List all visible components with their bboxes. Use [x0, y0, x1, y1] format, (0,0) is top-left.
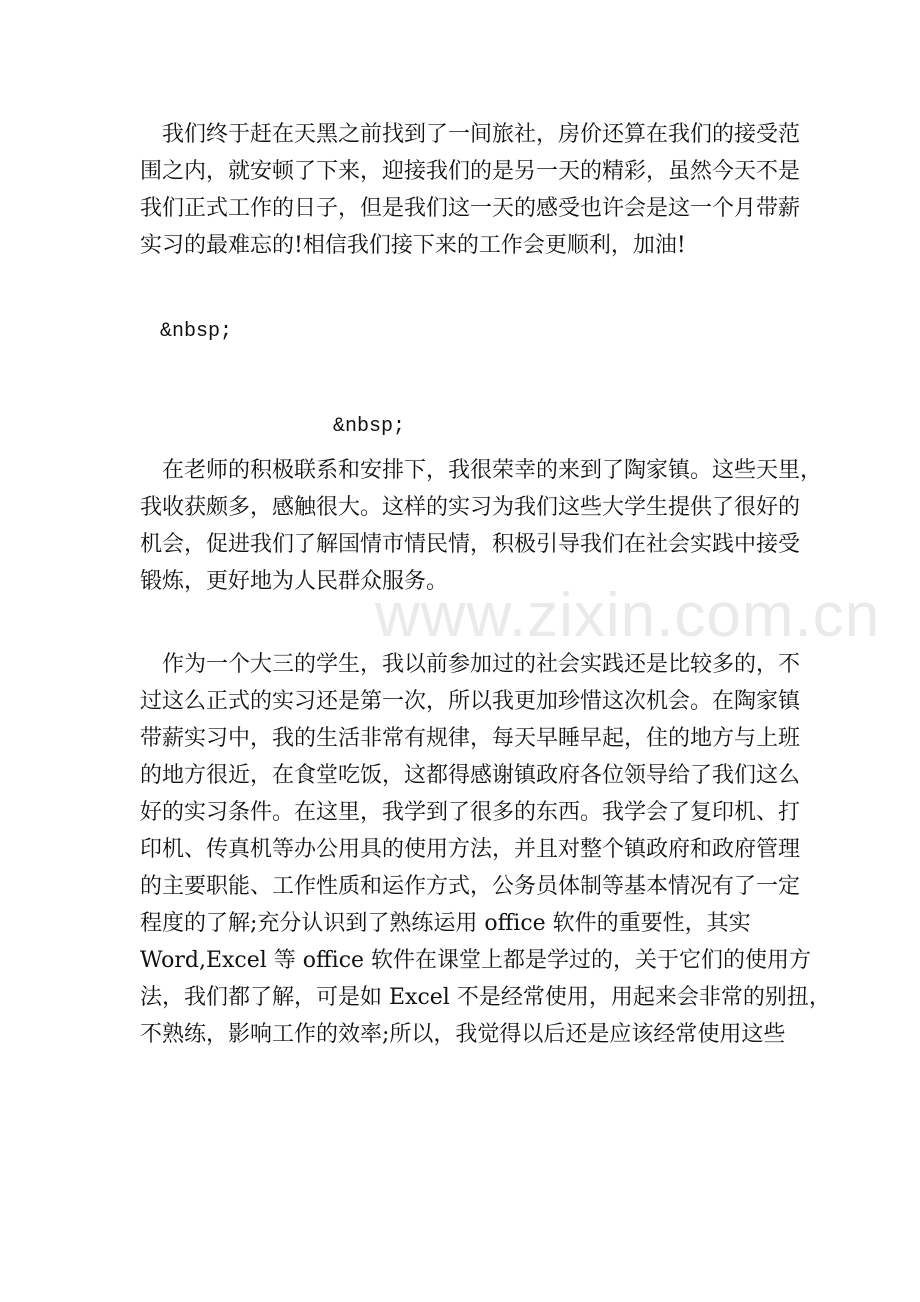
text-line: 带薪实习中，我的生活非常有规律，每天早睡早起，住的地方与上班	[140, 726, 801, 751]
nbsp-text: &nbsp;	[333, 415, 406, 438]
watermark: www.zixin.com.cn	[375, 581, 881, 650]
text-line: 过这么正式的实习还是第一次，所以我更加珍惜这次机会。在陶家镇	[140, 689, 801, 714]
text-line: 好的实习条件。在这里，我学到了很多的东西。我学会了复印机、打	[140, 800, 801, 825]
text-line: 我们正式工作的日子，但是我们这一天的感受也许会是这一个月带薪	[140, 196, 801, 221]
text-line: 机会，促进我们了解国情市情民情，积极引导我们在社会实践中接受	[140, 532, 801, 557]
text-line: 法，我们都了解，可是如 Excel 不是经常使用，用起来会非常的别扭，	[140, 985, 831, 1010]
text-line: 围之内，就安顿了下来，迎接我们的是另一天的精彩，虽然今天不是	[140, 159, 801, 184]
nbsp-text: &nbsp;	[160, 320, 233, 343]
text-line: 作为一个大三的学生，我以前参加过的社会实践还是比较多的，不	[140, 652, 801, 677]
text-line: 实习的最难忘的!相信我们接下来的工作会更顺利，加油!	[140, 233, 686, 258]
text-line: 的地方很近，在食堂吃饭，这都得感谢镇政府各位领导给了我们这么	[140, 763, 801, 788]
text-line: Word,Excel 等 office 软件在课堂上都是学过的，关于它们的使用方	[140, 948, 812, 973]
text-line: 在老师的积极联系和安排下，我很荣幸的来到了陶家镇。这些天里，	[140, 458, 823, 483]
text-line: 的主要职能、工作性质和运作方式，公务员体制等基本情况有了一定	[140, 874, 801, 899]
text-line: 锻炼，更好地为人民群众服务。	[140, 569, 449, 594]
text-line: 我收获颇多，感触很大。这样的实习为我们这些大学生提供了很好的	[140, 495, 801, 520]
text-line: 程度的了解;充分认识到了熟练运用 office 软件的重要性，其实	[140, 911, 751, 936]
text-line: 印机、传真机等办公用具的使用方法，并且对整个镇政府和政府管理	[140, 837, 801, 862]
text-line: 我们终于赶在天黑之前找到了一间旅社，房价还算在我们的接受范	[140, 122, 801, 147]
text-line: 不熟练，影响工作的效率;所以，我觉得以后还是应该经常使用这些	[140, 1022, 786, 1047]
